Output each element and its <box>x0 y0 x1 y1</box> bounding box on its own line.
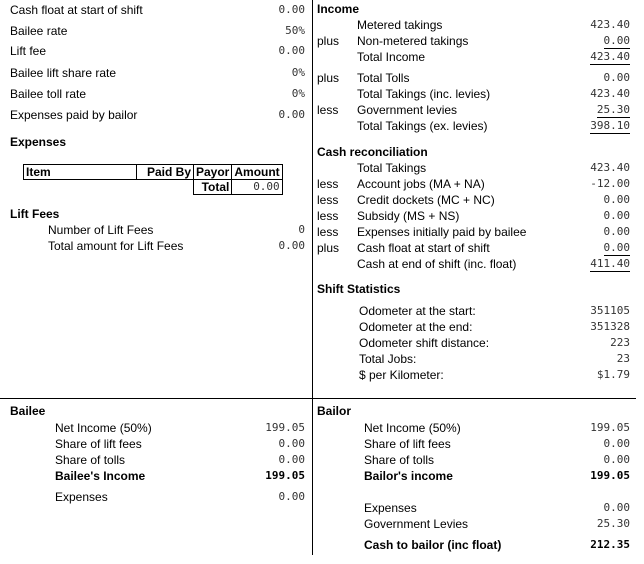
bailor-income-value: 199.05 <box>590 469 630 482</box>
lift-fees-title: Lift Fees <box>10 207 60 221</box>
expenses-title: Expenses <box>10 135 67 149</box>
cash-operator: less <box>317 209 339 223</box>
cash-row-label: Subsidy (MS + NS) <box>357 209 460 223</box>
lift-fees-total-value: 0.00 <box>278 239 305 252</box>
cash-row-value: 423.40 <box>590 161 630 174</box>
cash-row-label: Credit dockets (MC + NC) <box>357 193 495 207</box>
bailor-levies-label: Government Levies <box>364 517 469 531</box>
income-row-value: 398.10 <box>590 119 630 132</box>
bailee-expenses-value: 0.00 <box>278 490 305 503</box>
cash-float-value: 0.00 <box>278 3 305 16</box>
cash-operator: plus <box>317 241 340 255</box>
cash-title: Cash reconciliation <box>317 145 428 159</box>
income-row-label: Total Takings (ex. levies) <box>357 119 488 133</box>
income-row-label: Metered takings <box>357 18 443 32</box>
lift-fees-number-value: 0 <box>298 223 305 236</box>
bailor-expenses-value: 0.00 <box>603 501 630 514</box>
income-row-label: Total Tolls <box>357 71 410 85</box>
bailee-rate-label: Bailee rate <box>10 24 68 38</box>
expenses-col-paid-by: Paid By <box>137 165 194 180</box>
bailor-income-label: Bailor's income <box>364 469 453 483</box>
expenses-total-value: 0.00 <box>232 180 282 195</box>
bailor-lift-value: 0.00 <box>603 437 630 450</box>
stats-row-value: 351328 <box>590 320 630 333</box>
cash-row-value: 0.00 <box>603 209 630 222</box>
lower-section-divider <box>0 398 636 399</box>
stats-row-label: Total Jobs: <box>359 352 417 366</box>
bailee-rate-value: 50% <box>285 24 305 37</box>
income-row-value: 25.30 <box>596 103 630 116</box>
income-row-label: Total Income <box>357 50 426 64</box>
stats-row-value: $1.79 <box>596 368 630 381</box>
bailee-lift-label: Share of lift fees <box>55 437 142 451</box>
lift-fee-label: Lift fee <box>10 44 47 58</box>
bailee-tolls-label: Share of tolls <box>55 453 126 467</box>
bailor-net-label: Net Income (50%) <box>364 421 461 435</box>
stats-row-value: 223 <box>610 336 630 349</box>
bailee-expenses-label: Expenses <box>55 490 108 504</box>
cash-row-label: Account jobs (MA + NA) <box>357 177 485 191</box>
bailee-tolls-value: 0.00 <box>278 453 305 466</box>
cash-row-value: 0.00 <box>603 225 630 238</box>
expenses-total-label: Total <box>194 180 232 195</box>
lift-fee-value: 0.00 <box>278 44 305 57</box>
bailee-toll-value: 0% <box>291 87 305 100</box>
income-row-value: 0.00 <box>603 71 630 84</box>
expenses-bailor-value: 0.00 <box>278 108 305 121</box>
income-row-value: 423.40 <box>590 87 630 100</box>
income-operator: less <box>317 103 339 117</box>
bailee-net-value: 199.05 <box>265 421 305 434</box>
bailee-lift-share-value: 0% <box>291 66 305 79</box>
bailor-tolls-value: 0.00 <box>603 453 630 466</box>
bailor-expenses-label: Expenses <box>364 501 417 515</box>
income-row-value: 0.00 <box>603 34 630 47</box>
expenses-bailor-label: Expenses paid by bailor <box>10 108 138 122</box>
stats-title: Shift Statistics <box>317 282 401 296</box>
expenses-col-payor: Payor <box>194 165 232 180</box>
cash-operator: less <box>317 225 339 239</box>
expenses-table <box>23 164 283 195</box>
stats-row-value: 23 <box>616 352 630 365</box>
expenses-col-amount: Amount <box>232 165 282 180</box>
bailor-net-value: 199.05 <box>590 421 630 434</box>
lift-fees-total-label: Total amount for Lift Fees <box>48 239 184 253</box>
cash-operator: less <box>317 193 339 207</box>
bailor-cash-value: 212.35 <box>590 538 630 551</box>
cash-row-label: Cash float at start of shift <box>357 241 490 255</box>
income-row-value: 423.40 <box>590 50 630 63</box>
stats-row-label: Odometer at the start: <box>359 304 476 318</box>
bailor-tolls-label: Share of tolls <box>364 453 435 467</box>
bailor-cash-label: Cash to bailor (inc float) <box>364 538 502 552</box>
income-row-label: Non-metered takings <box>357 34 469 48</box>
stats-row-value: 351105 <box>590 304 630 317</box>
lift-fees-number-label: Number of Lift Fees <box>48 223 154 237</box>
cash-operator: less <box>317 177 339 191</box>
bailee-income-label: Bailee's Income <box>55 469 146 483</box>
income-operator: plus <box>317 71 340 85</box>
income-operator: plus <box>317 34 340 48</box>
cash-row-label: Expenses initially paid by bailee <box>357 225 527 239</box>
bailor-levies-value: 25.30 <box>596 517 630 530</box>
cash-row-value: 0.00 <box>603 193 630 206</box>
bailee-title: Bailee <box>10 404 46 418</box>
cash-row-label: Cash at end of shift (inc. float) <box>357 257 517 271</box>
bailee-net-label: Net Income (50%) <box>55 421 152 435</box>
cash-row-value: 411.40 <box>590 257 630 270</box>
income-row-label: Total Takings (inc. levies) <box>357 87 491 101</box>
bailee-lift-value: 0.00 <box>278 437 305 450</box>
stats-row-label: Odometer shift distance: <box>359 336 490 350</box>
expenses-col-item: Item <box>24 165 137 180</box>
bailor-title: Bailor <box>317 404 352 418</box>
bailee-toll-label: Bailee toll rate <box>10 87 87 101</box>
stats-row-label: Odometer at the end: <box>359 320 473 334</box>
cash-row-value: 0.00 <box>603 241 630 254</box>
cash-float-label: Cash float at start of shift <box>10 3 143 17</box>
income-row-value: 423.40 <box>590 18 630 31</box>
bailee-income-value: 199.05 <box>265 469 305 482</box>
center-divider <box>312 0 313 555</box>
cash-row-value: -12.00 <box>590 177 630 190</box>
cash-row-label: Total Takings <box>357 161 427 175</box>
stats-row-label: $ per Kilometer: <box>359 368 444 382</box>
bailor-lift-label: Share of lift fees <box>364 437 451 451</box>
income-title: Income <box>317 2 360 16</box>
income-row-label: Government levies <box>357 103 458 117</box>
bailee-lift-share-label: Bailee lift share rate <box>10 66 117 80</box>
